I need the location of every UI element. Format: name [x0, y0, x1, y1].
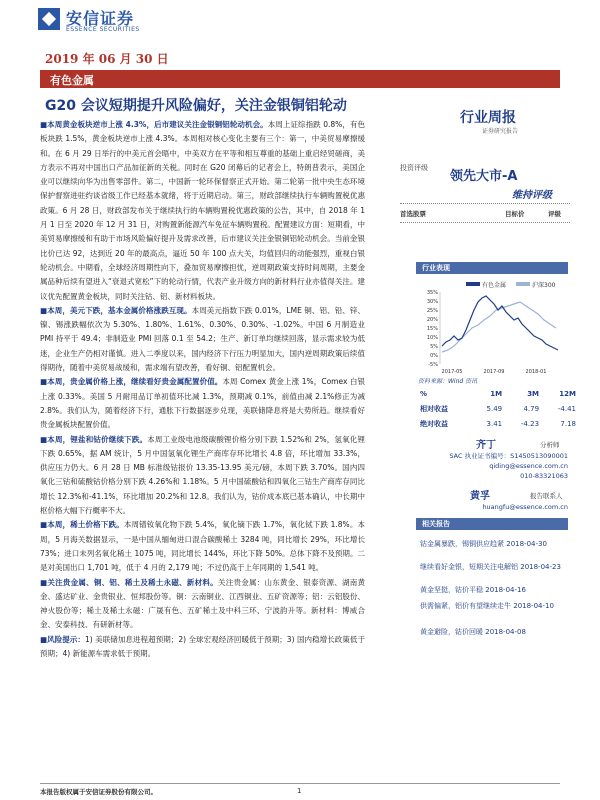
- performance-table: [418, 387, 578, 431]
- analyst-email[interactable]: qiding@essence.com.cn: [489, 462, 568, 470]
- related-heading: 相关报告: [416, 518, 568, 530]
- logo-mark: [38, 8, 60, 30]
- table-cell: 7.18: [560, 419, 576, 428]
- table-header-row: [418, 387, 578, 401]
- legend-swatch-nonferrous: [466, 282, 480, 286]
- report-date: 2019 年 06 月 30 日: [45, 52, 169, 66]
- table-header: 12M: [559, 390, 576, 398]
- contact-email[interactable]: huangfu@essence.com.cn: [482, 503, 568, 511]
- table-header: %: [420, 390, 428, 398]
- paragraph-rare-earth: ■本周，稀土价格下跌。本周镨钕氧化物下跌 5.4%，氧化镝下跌 1.7%，氧化铽下跌 1.8%。本周，5 月海关数据显示，一是中国从缅甸进口混合碳酸稀土 3284 吨，同比增长 29%，环比增长 73%；进口未列名氧化稀土 1075 吨，同比增长 144%，环比下降 50%。总体下降不及预期。二是对美国出口 1,701 吨，低于 4 月的 2,179 吨；不过仍高于上年同期的 1,541 吨。: [40, 520, 365, 573]
- related-report-link[interactable]: 黄金坚挺，钴价平稳 2018-04-16: [420, 586, 526, 594]
- paragraph-lithium-cobalt: ■本周，锂盐和钴价继续下跌。本周工业级电池级碳酸锂价格分别下跌 1.52%和 2%，氢氧化锂下跌 0.65%，据 AM 统计，5 月中国氢氧化锂生产商库存环比增长 4.8 倍，环比增加 33.3%，供应压力仍大。6 月 28 日 MB 标准级钴报价 13.35-13.95 美元/磅，本周下跌 3.70%。国内四氧化三钴和硫酸钴价格分别下跌 4.26%和 1.18%。5 月中国硫酸钴和四氧化三钴生产商库存同比增长 12.3%和-41.1%，环比增加 20.2%和 12.8。我们认为，钴价成本底已基本确认，中长期中枢价格大幅下行概率不大。: [40, 434, 365, 516]
- row-label: 相对收益: [420, 404, 448, 413]
- industry-performance-chart: [416, 280, 566, 376]
- divider: [400, 222, 570, 223]
- table-cell: 4.79: [523, 404, 540, 413]
- related-report-link[interactable]: 钴金属暴跌，锡铜供应趋紧 2018-04-30: [420, 540, 547, 548]
- row-label: 绝对收益: [420, 419, 448, 428]
- legend-hs300: 沪深300: [532, 282, 556, 289]
- footer-divider: [40, 783, 560, 784]
- table-header: 1M: [490, 390, 503, 398]
- x-tick-label: 2017-05: [441, 369, 463, 375]
- contact-name: 黄孚: [470, 491, 490, 502]
- logo-english: ESSENCE SECURITIES: [66, 26, 140, 33]
- chart-source: 资料来源：Wind 资讯: [418, 378, 478, 385]
- logo-text: 安信证券: [66, 9, 135, 28]
- y-tick-label: 30%: [426, 299, 438, 305]
- paragraph-summary: ■本周黄金板块逆市上涨 4.3%，后市建议关注金银铜铝轮动机会。本周上证综指跌 0.8%，有色板块跌 1.5%，黄金板块逆市上涨 4.3%。本周相对核心变化主要有三个：第一，中美贸易摩擦缓和。在 6 月 29 日举行的中美元首会晤中，中美双方在平等和相互尊重的基础上重启经贸磋商，美方表示不再对中国出口产品加征新的关税。同时在 G20 闭幕后的记者会上，特朗普表示，美国企业可以继续向华为出售零部件。第二，中国新一轮环保督察正式开始。第二轮第一批中央生态环境保护督察进驻约谈省级工作已经基本就绪，将于近期启动。第三，财政部继续执行车辆购置税优惠政策。6 月 28 日，财政部发布关于继续执行的车辆购置税优惠政策的公告，其中，自 2018 年 1 月 1 日至 2020 年 12 月 31 日，对购置新能源汽车免征车辆购置税。配置建议方面：短期看，中美贸易摩擦缓和有助于市场风险偏好提升及需求改善，后市建议关注金银铜铝轮动机会。当前金银比价已达 92，达到近 20 年的最高点，逼近 50 年 100 点大关，均值回归的动能强烈，重视白银轮动机会。中期看，全球经济周期性向下，叠加贸易摩擦担忧，逆周期政策支持时间周期，主要金属品种后续有望进入“衰退式宽松”下的轮动行情，代表产业升级方向的新材料行业亦值得关注。建议优先配置黄金板块，同时关注钴、铝、新材料板块。: [40, 120, 365, 301]
- y-tick-label: 0%: [430, 353, 438, 359]
- x-tick-label: 2018-01: [525, 369, 547, 375]
- analyst-name: 齐丁: [476, 440, 496, 451]
- analyst-role: 分析师: [540, 441, 560, 449]
- y-tick-label: 5%: [430, 344, 438, 350]
- legend-nonferrous: 有色金属: [482, 282, 507, 289]
- footer-disclaimer: 本报告版权属于安信证券股份有限公司。: [40, 788, 157, 796]
- y-tick-label: 20%: [426, 317, 438, 323]
- industry-rating: 领先大市-A: [450, 169, 518, 184]
- related-report-link[interactable]: 继续看好金银，短期关注电解铝 2018-04-23: [420, 563, 561, 571]
- paragraph-risk: ■风险提示：1) 美联储加息进程超预期；2) 全球宏观经济回暖低于预期；3) 国内稳增长政策低于预期；4) 新能源车需求低于预期。: [40, 634, 365, 658]
- related-report-link[interactable]: 黄金避险，钴价回暖 2018-04-08: [420, 628, 526, 636]
- table-cell: -4.23: [520, 419, 540, 428]
- y-tick-label: 35%: [426, 290, 438, 296]
- report-title: G20 会议短期提升风险偏好，关注金银铜铝轮动: [45, 98, 347, 114]
- report-type: 行业周报: [460, 110, 516, 126]
- related-report-link[interactable]: 供需偏紧，铝价有望继续走牛 2018-04-10: [420, 602, 554, 610]
- rating-status: 维持评级: [512, 190, 552, 201]
- y-tick-label: -5%: [428, 362, 438, 368]
- table-row: [418, 416, 578, 431]
- table-header: 3M: [527, 390, 540, 398]
- legend-swatch-hs300: [516, 282, 530, 286]
- table-cell: 5.49: [486, 404, 503, 413]
- table-cell: -4.41: [557, 404, 576, 413]
- table-cell: 3.41: [486, 419, 503, 428]
- page-number: 1: [297, 787, 302, 795]
- divider: [400, 203, 570, 204]
- table-row: [418, 401, 578, 416]
- series-nonferrous-line: [442, 296, 558, 350]
- sector-bar: [40, 70, 560, 88]
- analyst-cert: SAC 执业证书编号：S1450513090001: [449, 452, 568, 460]
- sector-label: 有色金属: [50, 74, 94, 87]
- report-body: [40, 118, 365, 778]
- y-tick-label: 15%: [426, 326, 438, 332]
- y-tick-label: 25%: [426, 308, 438, 314]
- paragraph-picks: ■关注贵金属、铜、铝、稀土及稀土永磁、新材料。关注贵金属：山东黄金、银泰资源、湖南黄金、盛达矿业、金贵银业、恒邦股份等。铜：云南铜业、江西铜业、五矿资源等；铝：云铝股份、神火股份等；稀土及稀土永磁：广晟有色、五矿稀土及中科三环、宁波韵升等。新材料：博威合金、安泰科技、有研新材等。: [40, 577, 365, 630]
- paragraph-precious-metals: ■本周，贵金属价格上涨，继续看好贵金属配置价值。本周 Comex 黄金上涨 1%，Comex 白银上涨 0.33%。美国 5 月耐用品订单初值环比减 1.3%，预期减 0.1%，前值由减 2.1%修正为减 2.8%。我们认为，随着经济下行，通胀下行数据逐步兑现，美联储降息将是大势所趋。继续看好贵金属板块配置价值。: [40, 377, 365, 430]
- y-tick-label: 10%: [426, 335, 438, 341]
- analyst-phone: 010-83321063: [520, 472, 568, 480]
- x-tick-label: 2017-09: [483, 369, 505, 375]
- chart-heading: 行业表现: [416, 262, 568, 274]
- rating-label: 投资评级: [400, 164, 428, 172]
- contact-role: 报告联系人: [530, 492, 563, 500]
- col-head-target: 目标价: [505, 210, 525, 218]
- report-subtype: 证券研究报告: [482, 128, 519, 135]
- paragraph-base-metals: ■本周，美元下跌，基本金属价格涨跌互现。本周美元指数下跌 0.01%，LME 铜、铝、铅、锌、镍、锡涨跌幅依次为 5.30%、1.80%、1.61%、0.30%、0.30%、-1.02%。中国 6 月制造业 PMI 持平于 49.4；非制造业 PMI 回落 0.1 至 54.2；生产、新订单均继续回落，显示需求较为低迷，企业生产仍相对谨慎。进入二季度以来，国内经济下行压力明显加大，国内逆周期政策后续值得期待，随着中美贸易战缓和，需求端有望改善，看好铜、铝配置机会。: [40, 305, 365, 373]
- col-head-stock: 首选股票: [400, 210, 426, 218]
- col-head-rating: 评级: [548, 210, 561, 218]
